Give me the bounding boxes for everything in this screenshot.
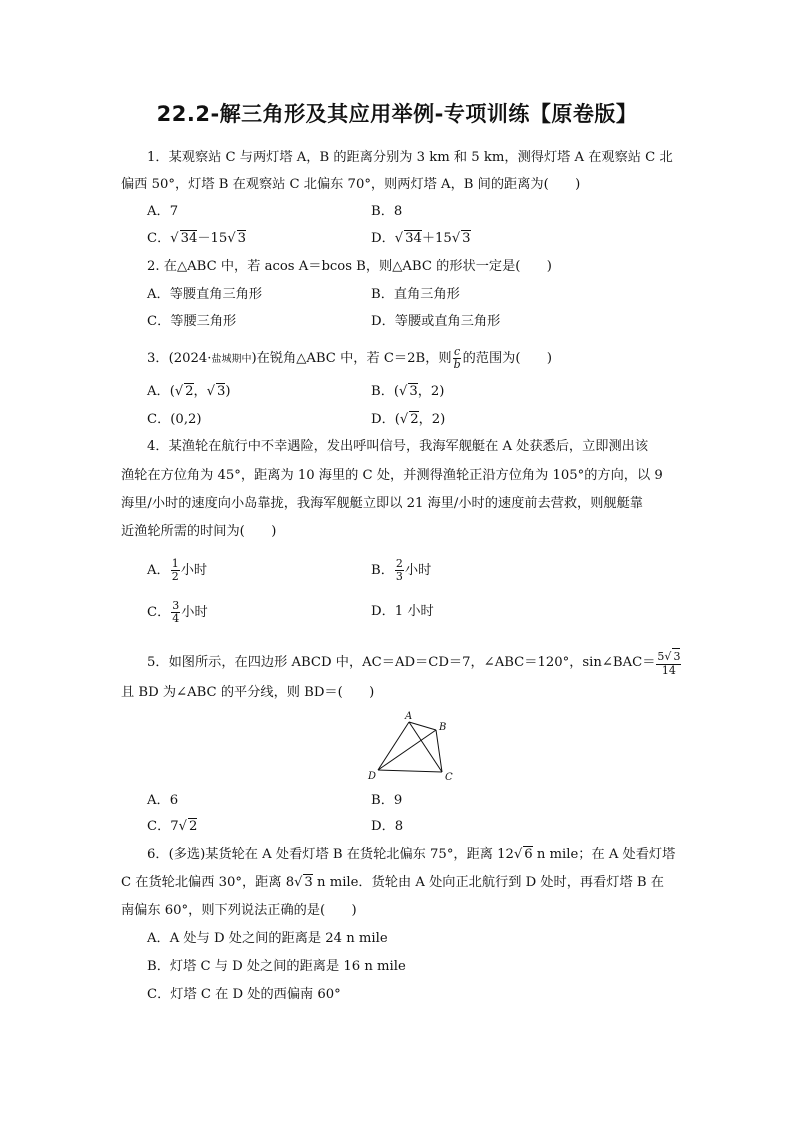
q4-option-a-suffix: 小时 [180,563,208,578]
q6-option-b: B．灯塔 C 与 D 处之间的距离是 16 n mile [147,959,406,974]
quadrilateral-diagram [364,710,460,782]
q1-option-a: A．7 [147,204,179,219]
q3-prefix: 3．(2024· [147,351,212,366]
q5-line-1 [147,648,682,677]
q1-option-c-prefix: C． [147,231,171,246]
radical-icon: √ [451,231,461,246]
q3-option-a-suffix: ) [225,384,231,399]
q3-option-d-suffix: ，2) [418,412,446,427]
q3-option-a-radicand-1: 2 [185,384,194,399]
q4-option-b-prefix: B． [371,563,394,578]
q4-option-c-suffix: 小时 [181,605,208,620]
q4-option-a-prefix: A． [147,563,170,578]
q6-line-1-prefix: 6．(多选)某货轮在 A 处看灯塔 B 在货轮北偏东 75°，距离 12 [147,847,514,862]
q1-option-d-radicand-2: 3 [462,231,471,246]
q1-option-c-radicand-1: 34 [180,231,198,246]
q6-line-1-suffix: n mile；在 A 处看灯塔 [532,847,676,862]
q4-option-c-fraction [171,600,180,625]
q6-line-2-radicand: 3 [304,875,313,890]
q3-option-b-suffix: ，2) [417,384,445,399]
segment-cd [378,770,442,772]
q6-line-2 [121,874,664,892]
q1-option-d [371,230,471,248]
q1-option-d-radicand-1: 34 [405,231,422,246]
q4-option-a-numerator: 1 [171,557,179,570]
q2-line-1: 2. 在△ABC 中，若 acos A＝bcos B，则△ABC 的形状一定是( ) [147,259,552,274]
q1-line-1: 1．某观察站 C 与两灯塔 A，B 的距离分别为 3 km 和 5 km，测得灯塔 A 在观察站 C 北 [147,150,673,165]
q1-option-d-prefix: D． [371,231,395,246]
q5-line-2: 且 BD 为∠ABC 的平分线，则 BD＝( ) [121,685,375,700]
q3-option-d-prefix: D．( [371,412,400,427]
q4-option-c-prefix: C． [147,605,171,620]
radical-icon: √ [206,384,216,399]
q3-option-b [371,383,444,401]
q5-option-c-prefix: C．7 [147,819,179,834]
q4-option-b-fraction [395,558,404,583]
q1-line-2: 偏西 50°，灯塔 B 在观察站 C 北偏东 70°，则两灯塔 A，B 间的距离为( ) [121,177,581,192]
q4-option-b-suffix: 小时 [404,563,432,578]
q3-middle: )在锐角△ABC 中，若 C＝2B，则 [251,351,452,366]
q6-line-1 [147,846,675,864]
q4-option-a-denominator: 2 [171,570,179,583]
segment-bc [436,730,442,772]
q6-line-2-prefix: C 在货轮北偏西 30°，距离 8 [121,875,295,890]
q1-option-d-middle: ＋15 [421,231,452,246]
q4-option-b [371,558,431,583]
q5-option-d: D．8 [371,819,404,834]
q3-fraction-numerator: c [454,345,461,358]
q3-option-a-radicand-2: 3 [217,384,226,399]
q4-option-c-denominator: 4 [172,612,180,625]
q2-option-a: A．等腰直角三角形 [147,287,263,302]
q3-option-a-prefix: A．( [147,384,175,399]
q5-numerator-radicand: 3 [673,650,681,663]
vertex-label-a: A [405,711,413,722]
q3-option-b-prefix: B．( [371,384,400,399]
q5-numerator-coefficient: 5 [657,650,665,663]
segment-da [378,722,409,770]
q4-line-4: 近渔轮所需的时间为( ) [121,524,277,539]
q5-option-c [147,818,197,836]
radical-icon: √ [227,231,236,246]
vertex-label-b: B [439,722,447,733]
q6-line-2-suffix: n mile．货轮由 A 处向正北航行到 D 处时，再看灯塔 B 在 [312,875,664,890]
q3-option-d-radicand: 2 [410,412,419,427]
q1-option-c-radicand-2: 3 [237,231,247,246]
q5-option-c-radicand: 2 [188,819,198,834]
q3-option-b-radicand: 3 [409,384,418,399]
segment-ac [409,722,442,772]
q3-option-c: C．(0,2) [147,412,202,427]
vertex-label-d: D [368,771,377,782]
radical-icon: √ [394,231,404,246]
radical-icon: √ [178,819,187,834]
q4-line-2: 渔轮在方位角为 45°，距离为 10 海里的 C 处，并测得渔轮正沿方位角为 105°的方向，以 9 [121,468,663,483]
q1-option-b: B．8 [371,204,403,219]
q3-option-a [147,383,231,401]
q6-line-1-radicand: 6 [524,847,533,862]
q5-fraction-denominator: 14 [661,664,676,677]
q3-option-a-separator: ， [193,384,207,399]
radical-icon: √ [294,875,303,890]
radical-icon: √ [170,231,179,246]
q3-fraction-denominator: b [453,358,461,371]
q3-fraction [453,346,462,371]
q5-option-b: B．9 [371,793,403,808]
q3-suffix: 的范围为( ) [462,351,553,366]
q5-line-1-text: 5．如图所示，在四边形 ABCD 中，AC＝AD＝CD＝7，∠ABC＝120°，sin∠BAC＝ [147,655,656,670]
q5-fraction-numerator [656,648,681,665]
q3-option-d [371,411,445,429]
q4-option-c-numerator: 3 [172,599,180,612]
q4-line-3: 海里/小时的速度向小岛靠拢，我海军舰艇立即以 21 海里/小时的速度前去营救，则舰艇靠 [121,496,643,511]
q6-option-a: A．A 处与 D 处之间的距离是 24 n mile [147,931,388,946]
vertex-label-c: C [445,772,453,782]
radical-icon: √ [664,650,672,663]
q4-option-c [147,600,208,625]
q3-source-tag: 盐城期中 [211,354,252,365]
q5-option-a: A．6 [147,793,179,808]
q4-option-b-denominator: 3 [395,570,403,583]
radical-icon: √ [399,412,409,427]
q3-line-1 [147,346,552,371]
radical-icon: √ [513,847,523,862]
q5-fraction [656,648,681,677]
q2-option-d: D．等腰或直角三角形 [371,314,501,329]
q2-option-b: B．直角三角形 [371,287,460,302]
q4-option-d: D．1 小时 [371,604,434,619]
q6-line-3: 南偏东 60°，则下列说法正确的是( ) [121,903,357,918]
q6-option-c: C．灯塔 C 在 D 处的西偏南 60° [147,987,341,1002]
q4-option-a [147,558,207,583]
q4-line-1: 4．某渔轮在航行中不幸遇险，发出呼叫信号，我海军舰艇在 A 处获悉后，立即测出该 [147,439,649,454]
radical-icon: √ [399,384,408,399]
q4-option-a-fraction [171,558,180,583]
q4-option-b-numerator: 2 [395,557,403,570]
q1-option-c [147,230,246,248]
radical-icon: √ [174,384,184,399]
page-title: 22.2-解三角形及其应用举例-专项训练【原卷版】 [156,102,638,126]
q2-option-c: C．等腰三角形 [147,314,237,329]
q1-option-c-middle: －15 [197,231,228,246]
